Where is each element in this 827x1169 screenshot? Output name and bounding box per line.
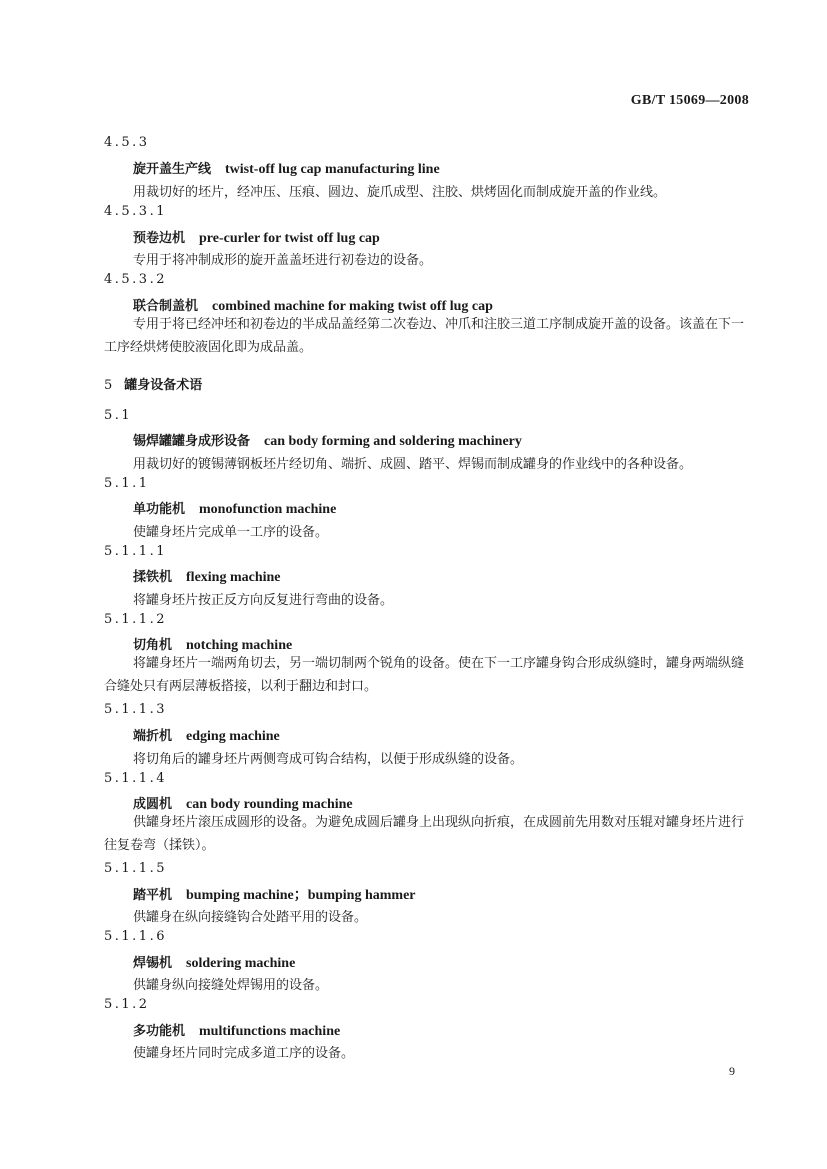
standard-code-header: GB/T 15069—2008 <box>630 93 749 108</box>
term-chinese: 多功能机 <box>133 1024 186 1039</box>
page-number: 9 <box>729 1064 735 1078</box>
term-english: pre-curler for twist off lug cap <box>199 231 380 246</box>
term-title <box>133 295 493 315</box>
term-title <box>133 1020 340 1040</box>
term-english: can body rounding machine <box>186 797 353 812</box>
term-title <box>133 498 336 518</box>
clause-number: 5.1.1.3 <box>104 702 167 717</box>
term-title <box>133 158 440 178</box>
term-definition: 供罐身在纵向接缝钩合处踏平用的设备。 <box>133 910 368 925</box>
term-definition: 用裁切好的坯片，经冲压、压痕、圆边、旋爪成型、注胶、烘烤固化而制成旋开盖的作业线。 <box>133 185 667 200</box>
clause-number: 5.1 <box>104 408 133 423</box>
term-title <box>133 884 416 904</box>
term-english: twist-off lug cap manufacturing line <box>225 162 440 177</box>
term-definition: 供罐身坯片滚压成圆形的设备。为避免成圆后罐身上出现纵向折痕，在成圆前先用数对压辊对罐身坯片进行往复卷弯（揉铁）。 <box>104 815 745 853</box>
term-chinese: 切角机 <box>133 638 173 653</box>
term-chinese: 预卷边机 <box>133 231 186 246</box>
term-english: combined machine for making twist off lug cap <box>212 299 493 314</box>
term-english: can body forming and soldering machinery <box>264 434 522 449</box>
clause-number: 5.1.1.6 <box>104 929 167 944</box>
term-english: flexing machine <box>186 570 281 585</box>
term-title <box>133 430 522 450</box>
section-title: 罐身设备术语 <box>124 378 203 393</box>
term-chinese: 焊锡机 <box>133 956 173 971</box>
term-definition: 将罐身坯片按正反方向反复进行弯曲的设备。 <box>133 593 394 608</box>
term-definition: 专用于将已经冲坯和初卷边的半成品盖经第二次卷边、冲爪和注胶三道工序制成旋开盖的设备。该盖在下一工序经烘烤使胶液固化即为成品盖。 <box>104 317 745 355</box>
term-chinese: 揉铁机 <box>133 570 173 585</box>
term-definition: 供罐身纵向接缝处焊锡用的设备。 <box>133 978 329 993</box>
term-chinese: 端折机 <box>133 729 173 744</box>
term-chinese: 联合制盖机 <box>133 299 199 314</box>
term-english: multifunctions machine <box>199 1024 341 1039</box>
term-english: notching machine <box>186 638 293 653</box>
clause-number: 5.1.2 <box>104 997 150 1012</box>
clause-number: 5.1.1.2 <box>104 612 167 627</box>
term-english: edging machine <box>186 729 280 744</box>
term-english: soldering machine <box>186 956 296 971</box>
term-definition: 将切角后的罐身坯片两侧弯成可钩合结构，以便于形成纵缝的设备。 <box>133 752 524 767</box>
term-title <box>133 952 295 972</box>
term-chinese: 成圆机 <box>133 797 173 812</box>
term-chinese: 锡焊罐罐身成形设备 <box>133 434 251 449</box>
section-number: 5 <box>104 378 113 393</box>
clause-number: 4.5.3.1 <box>104 204 167 219</box>
term-english: monofunction machine <box>199 502 337 517</box>
term-title <box>133 793 353 813</box>
term-english: bumping machine；bumping hammer <box>186 888 416 903</box>
term-chinese: 踏平机 <box>133 888 173 903</box>
term-title <box>133 227 380 247</box>
term-definition: 用裁切好的镀锡薄钢板坯片经切角、端折、成圆、踏平、焊锡而制成罐身的作业线中的各种设备。 <box>133 457 693 472</box>
term-title <box>133 725 280 745</box>
clause-number: 4.5.3 <box>104 135 150 150</box>
term-chinese: 单功能机 <box>133 502 186 517</box>
term-title <box>133 634 292 654</box>
term-definition: 专用于将冲制成形的旋开盖盖坯进行初卷边的设备。 <box>133 253 433 268</box>
section-heading <box>104 374 202 393</box>
clause-number: 4.5.3.2 <box>104 272 167 287</box>
term-definition: 将罐身坯片一端两角切去，另一端切制两个锐角的设备。使在下一工序罐身钩合形成纵缝时，罐身两端纵缝合缝处只有两层薄板搭接，以利于翻边和封口。 <box>104 656 745 694</box>
clause-number: 5.1.1 <box>104 476 150 491</box>
term-definition: 使罐身坯片完成单一工序的设备。 <box>133 525 329 540</box>
clause-number: 5.1.1.4 <box>104 771 167 786</box>
term-definition: 使罐身坯片同时完成多道工序的设备。 <box>133 1046 355 1061</box>
term-title <box>133 566 281 586</box>
clause-number: 5.1.1.5 <box>104 861 167 876</box>
term-chinese: 旋开盖生产线 <box>133 162 212 177</box>
clause-number: 5.1.1.1 <box>104 544 167 559</box>
